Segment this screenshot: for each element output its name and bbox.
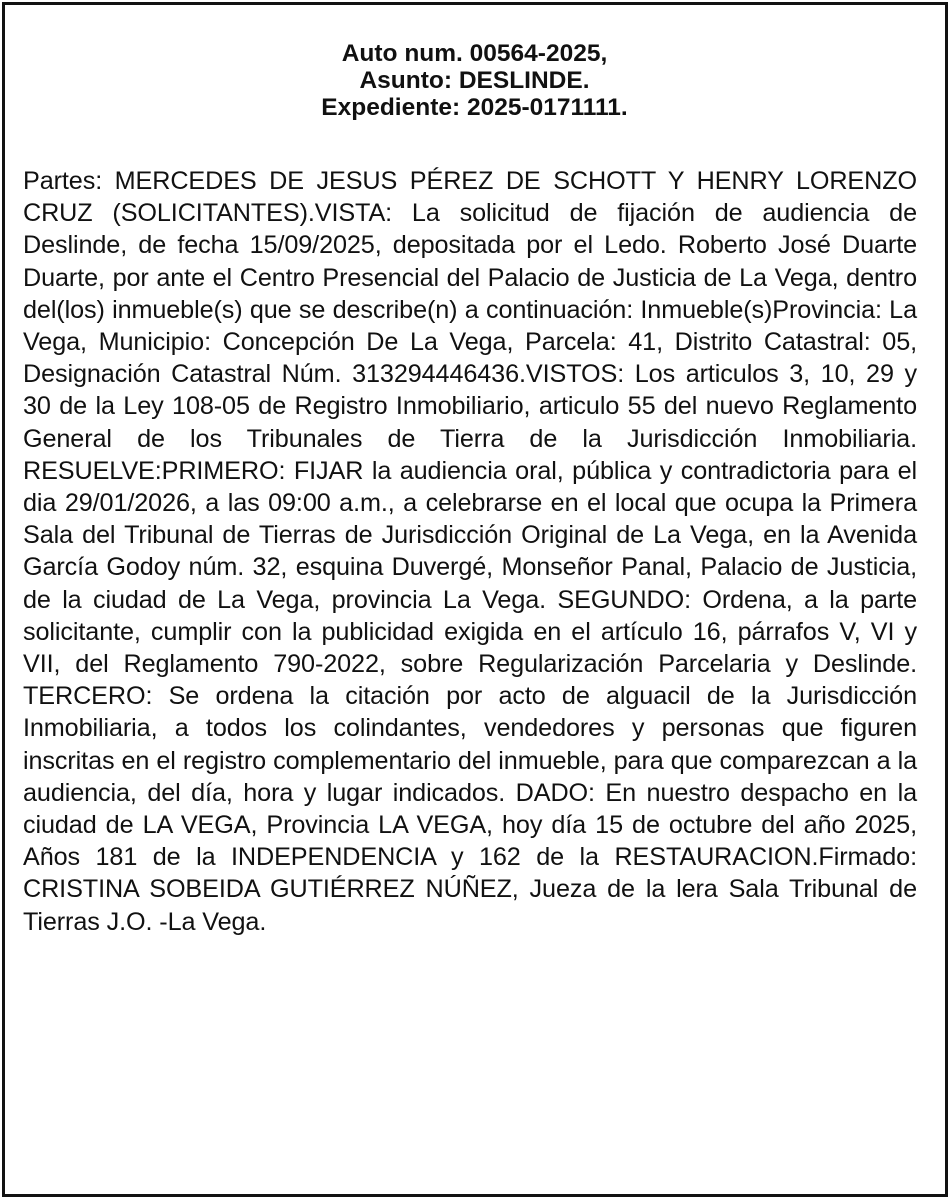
auto-number: Auto num. 00564-2025, (341, 40, 608, 67)
document-header (0, 40, 949, 121)
case-file-number: Expediente: 2025-0171111. (321, 94, 628, 121)
document-body: Partes: MERCEDES DE JESUS PÉREZ DE SCHOTT Y HENRY LORENZO CRUZ (SOLICITANTES).VISTA: La solicitud de fijación de audiencia de Deslinde, de fecha 15/09/2025, depositada por el Ledo. Roberto José Duarte Duarte, por ante el Centro Presencial del Palacio de Justicia de La Vega, dentro del(los) inmueble(s) que se describe(n) a continuación: Inmueble(s)Provincia: La Vega, Municipio: Concepción De La Vega, Parcela: 41, Distrito Catastral: 05, Designación Catastral Núm. 313294446436.VISTOS: Los articulos 3, 10, 29 y 30 de la Ley 108-05 de Registro Inmobiliario, articulo 55 del nuevo Reglamento General de los Tribunales de Tierra de la Jurisdicción Inmobiliaria. RESUELVE:PRIMERO: FIJAR la audiencia oral, pública y contradictoria para el dia 29/01/2026, a las 09:00 a.m., a celebrarse en el local que ocupa la Primera Sala del Tribunal de Tierras de Jurisdicción Original de La Vega, en la Avenida García Godoy núm. 32, esquina Duvergé, Monseñor Panal, Palacio de Justicia, de la ciudad de La Vega, provincia La Vega. SEGUNDO: Ordena, a la parte solicitante, cumplir con la publicidad exigida en el artículo 16, párrafos V, VI y VII, del Reglamento 790-2022, sobre Regularización Parcelaria y Deslinde. TERCERO: Se ordena la citación por acto de alguacil de la Jurisdicción Inmobiliaria, a todos los colindantes, vendedores y personas que figuren inscritas en el registro complementario del inmueble, para que comparezcan a la audiencia, del día, hora y lugar indicados. DADO: En nuestro despacho en la ciudad de LA VEGA, Provincia LA VEGA, hoy día 15 de octubre del año 2025, Años 181 de la INDEPENDENCIA y 162 de la RESTAURACION.Firmado: CRISTINA SOBEIDA GUTIÉRREZ NÚÑEZ, Jueza de la lera Sala Tribunal de Tierras J.O. -La Vega. (23, 167, 917, 936)
subject: Asunto: DESLINDE. (359, 67, 590, 94)
